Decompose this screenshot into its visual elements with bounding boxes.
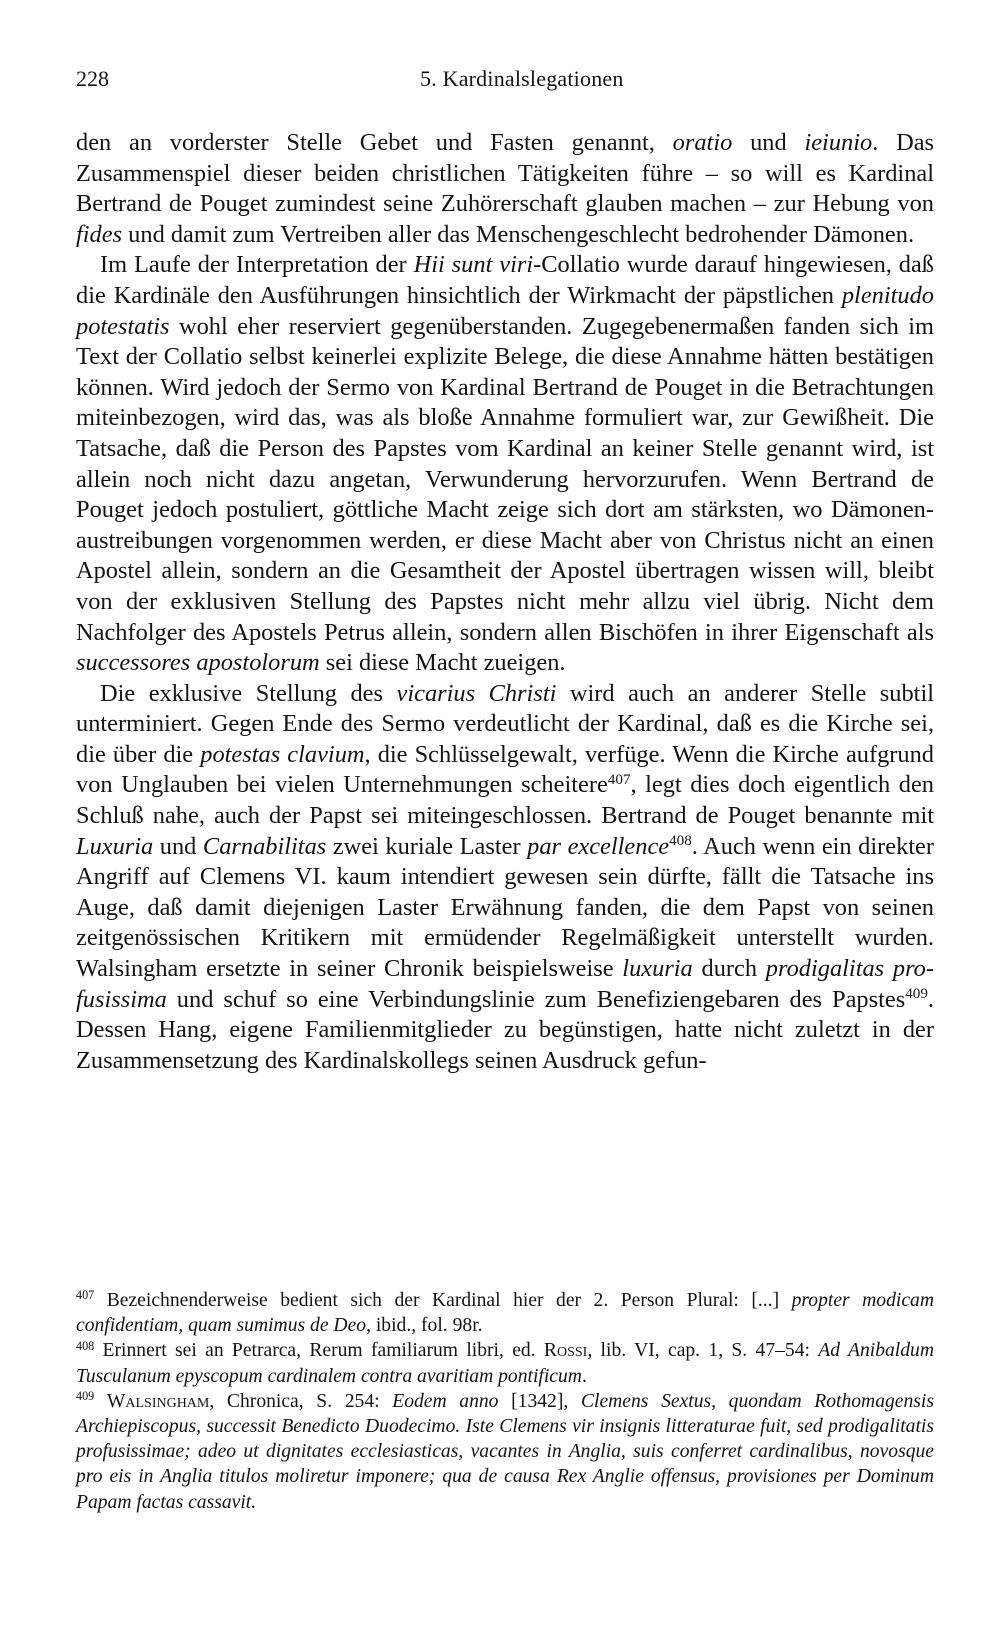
- body-text-span: . Auch wenn ein direkter Angriff auf Clemens VI. kaum intendiert gewesen sein dürfte, fällt die Tatsache ins Auge, daß damit diejenigen Laster Erwähnung fanden, die dem Papst von seinen zeitgenössischen Kritikern mit ermüdender Regelmäßigkeit unterstellt wurden. Walsingham ersetzte in seiner Chronik beispielsweise: [76, 832, 934, 983]
- body-italic-span: fides: [76, 220, 123, 248]
- footnote-text-span: .: [581, 1365, 587, 1387]
- body-text-span: sei diese Macht zueigen.: [319, 649, 566, 677]
- body-text: [76, 128, 934, 1076]
- footnote-italic-span: Eodem anno: [392, 1390, 499, 1412]
- page-header: [76, 66, 934, 96]
- paragraph: [76, 679, 934, 1077]
- body-italic-span: potestas clavium: [200, 740, 365, 768]
- footnote-text-span: , Chronica, S. 254:: [209, 1390, 393, 1412]
- body-text-span: wohl eher reserviert gegenüberstanden. Zugegebenermaßen fanden sich im Text der Collatio selbst keinerlei explizite Belege, die diese Annahme hätten bestätigen können. Wird jedoch der Sermo von Kardinal Bertrand de Pouget in die Betrachtungen miteinbezogen, wird das, was als bloße Annahme formuliert war, zur Gewißheit. Die Tatsache, daß die Person des Papstes vom Kardinal an keiner Stelle genannt wird, ist allein noch nicht dazu angetan, Verwunderung hervorzurufen. Wenn Bertrand de Pouget jedoch postuliert, göttliche Macht zeige sich dort am stärksten, wo Dämonenaustreibungen vorgenommen werden, er diese Macht aber von Christus nicht an einen Apostel allein, sondern an die Gesamtheit der Apostel übertragen wissen will, bleibt von der exklusiven Stellung des Papstes nicht mehr allzu viel übrig. Nicht dem Nachfolger des Apostels Petrus allein, sondern allen Bischöfen in ihrer Eigenschaft als: [76, 312, 934, 646]
- body-text-span: durch: [692, 955, 766, 983]
- footnote-marker: 408: [76, 1338, 95, 1353]
- body-italic-span: Carnabilitas: [202, 832, 327, 860]
- body-text-span: Die exklusive Stellung des: [100, 679, 397, 707]
- body-italic-span: par excellence: [527, 832, 670, 860]
- body-text-span: -Collatio wurde darauf hingewiesen, daß die Kardinäle den Ausführungen hinsichtlich der Wirkmacht der päpstlichen: [76, 251, 935, 309]
- body-italic-span: luxuria: [622, 955, 693, 983]
- author-name: Rossi: [543, 1340, 588, 1362]
- footnote-marker: 407: [76, 1288, 95, 1303]
- body-text-span: , die Schlüsselgewalt, verfüge. Wenn die Kirche aufgrund von Unglauben bei vielen Unternehmungen scheitere: [76, 740, 934, 799]
- body-text-span: und damit zum Vertreiben aller das Menschengeschlecht bedrohender Dämonen.: [122, 220, 915, 248]
- paragraph: [76, 250, 934, 678]
- author-name: Walsingham: [106, 1390, 210, 1412]
- body-text-span: , legt dies doch eigentlich den Schluß nahe, auch der Papst sei miteingeschlossen. Bertrand de Pouget benannte mit: [76, 771, 934, 830]
- body-text-span: und: [732, 129, 805, 156]
- body-italic-span: Hii sunt viri: [413, 251, 534, 279]
- body-text-span: . Das Zusammenspiel dieser beiden christlichen Tätigkeiten führe – so will es Kardinal Bertrand de Pouget zumindest seine Zuhörerschaft glauben machen – zur Hebung von: [76, 129, 935, 218]
- footnote-italic-span: Ad Anibaldum Tusculanum epyscopum cardinalem contra avaritiam pontificum: [76, 1340, 934, 1387]
- body-italic-span: vicarius Christi: [396, 679, 557, 707]
- body-text-span: wird auch an anderer Stelle subtil unterminiert. Gegen Ende des Sermo verdeutlicht der Kardinal, daß es die Kirche sei, die über die: [76, 679, 934, 768]
- footnote-italic-span: propter modicam confidentiam, quam sumimus de Deo: [76, 1290, 934, 1337]
- footnote-marker: 409: [76, 1389, 95, 1404]
- body-italic-span: Luxuria: [76, 832, 154, 860]
- body-text-span: . Dessen Hang, eigene Familienmitglieder zu begünstigen, hatte nicht zuletzt in der Zusammensetzung des Kardinalskollegs seinen Ausdruck gefun-: [76, 985, 934, 1074]
- running-head: 5. Kardinalslegationen: [420, 66, 624, 91]
- footnote-text-span: Bezeichnenderweise bedient sich der Kardinal hier der 2. Person Plural: [...]: [94, 1290, 792, 1311]
- body-text-span: und: [153, 832, 203, 860]
- footnote: [76, 1389, 934, 1515]
- footnotes: [76, 1288, 934, 1515]
- footnote-text-span: [94, 1391, 107, 1412]
- footnote-text-span: [1342],: [498, 1390, 581, 1412]
- body-text-span: den an vorderster Stelle Gebet und Fasten genannt,: [76, 129, 673, 156]
- footnote-text-span: , lib. VI, cap. 1, S. 47–54:: [587, 1340, 819, 1362]
- footnote-text-span: Erinnert sei an Petrarca, Rerum familiarum libri, ed.: [94, 1340, 544, 1362]
- body-italic-span: oratio: [672, 129, 733, 156]
- body-italic-span: successores apostolorum: [76, 649, 320, 677]
- footnote-marker: 408: [669, 833, 692, 850]
- page-number: 228: [76, 66, 109, 91]
- footnote-marker: 409: [905, 986, 928, 1003]
- body-text-span: und schuf so eine Verbindungslinie zum Benefiziengebaren des Papstes: [166, 985, 906, 1013]
- body-italic-span: ieiunio: [804, 129, 873, 156]
- footnote-text-span: , ibid., fol. 98r.: [366, 1315, 483, 1337]
- body-italic-span: plenitudo potestatis: [76, 281, 934, 340]
- footnote: [76, 1288, 934, 1338]
- footnote: [76, 1338, 934, 1388]
- body-text-span: Im Laufe der Interpretation der: [100, 251, 414, 279]
- body-text-span: zwei kuriale Laster: [326, 832, 528, 860]
- paragraph: [76, 128, 934, 250]
- body-italic-span: prodigalitas profusissima: [76, 955, 934, 1013]
- footnote-marker: 407: [607, 772, 631, 789]
- footnote-italic-span: Clemens Sextus, quondam Rothomagensis Archiepiscopus, successit Benedicto Duodecimo. Iste Clemens vir insignis litteraturae fuit, sed prodigalitatis profusissimae; adeo ut dignitates ecclesiasticas, vacantes in Anglia, suis conferret cardinalibus, novosque pro eis in Anglia titulos moliretur imponere; qua de causa Rex Anglie offensus, provisiones per Dominum Papam factas cassavit.: [76, 1390, 934, 1513]
